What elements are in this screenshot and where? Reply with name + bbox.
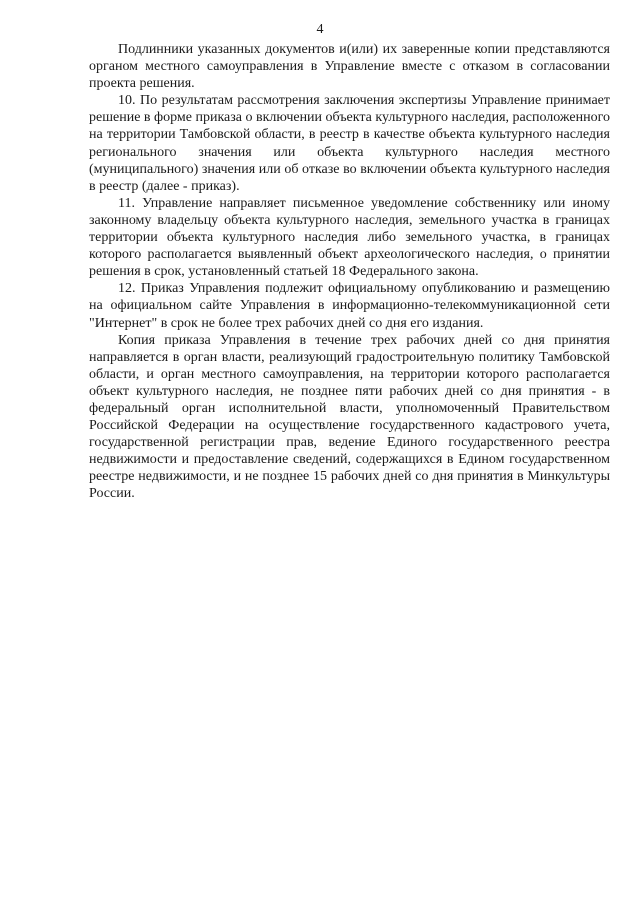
paragraph-12-publication: 12. Приказ Управления подлежит официальному опубликованию и размещению на официальном сайте Управления в информационно-телекоммуникационной сети "Интернет" в срок не более трех рабочих дней со дня его издания. <box>89 281 610 331</box>
page-number: 4 <box>316 22 324 37</box>
paragraph-11-notification: 11. Управление направляет письменное уведомление собственнику или иному законному владельцу объекта культурного наследия, земельного участка в границах территории объекта культурного наследия либо земельного участка, в границах которого располагается выявленный объект археологического наследия, о принятии решения в срок, установленный статьей 18 Федерального закона. <box>89 195 610 280</box>
paragraph-originals-submission: Подлинники указанных документов и(или) их заверенные копии представляются органом местного самоуправления в Управление вместе с отказом в согласовании проекта решения. <box>89 42 610 92</box>
paragraph-10-decision: 10. По результатам рассмотрения заключения экспертизы Управление принимает решение в форме приказа о включении объекта культурного наследия, расположенного на территории Тамбовской области, в реестр в качестве объекта культурного наследия регионального значения или объекта культурного наследия местного (муниципального) значения или об отказе во включении объекта культурного наследия в реестр (далее - приказ). <box>89 93 610 194</box>
paragraph-order-copy-distribution: Копия приказа Управления в течение трех рабочих дней со дня принятия направляется в орган власти, реализующий градостроительную политику Тамбовской области, и орган местного самоуправления, на территории которого располагается объект культурного наследия, не позднее пяти рабочих дней со дня принятия - в федеральный орган исполнительной власти, уполномоченный Правительством Российской Федерации на осуществление государственного кадастрового учета, государственной регистрации прав, ведение Единого государственного реестра недвижимости и предоставление сведений, содержащихся в Едином государственном реестре недвижимости, и не позднее 15 рабочих дней со дня принятия в Минкультуры России. <box>89 332 610 502</box>
document-body <box>89 41 610 503</box>
